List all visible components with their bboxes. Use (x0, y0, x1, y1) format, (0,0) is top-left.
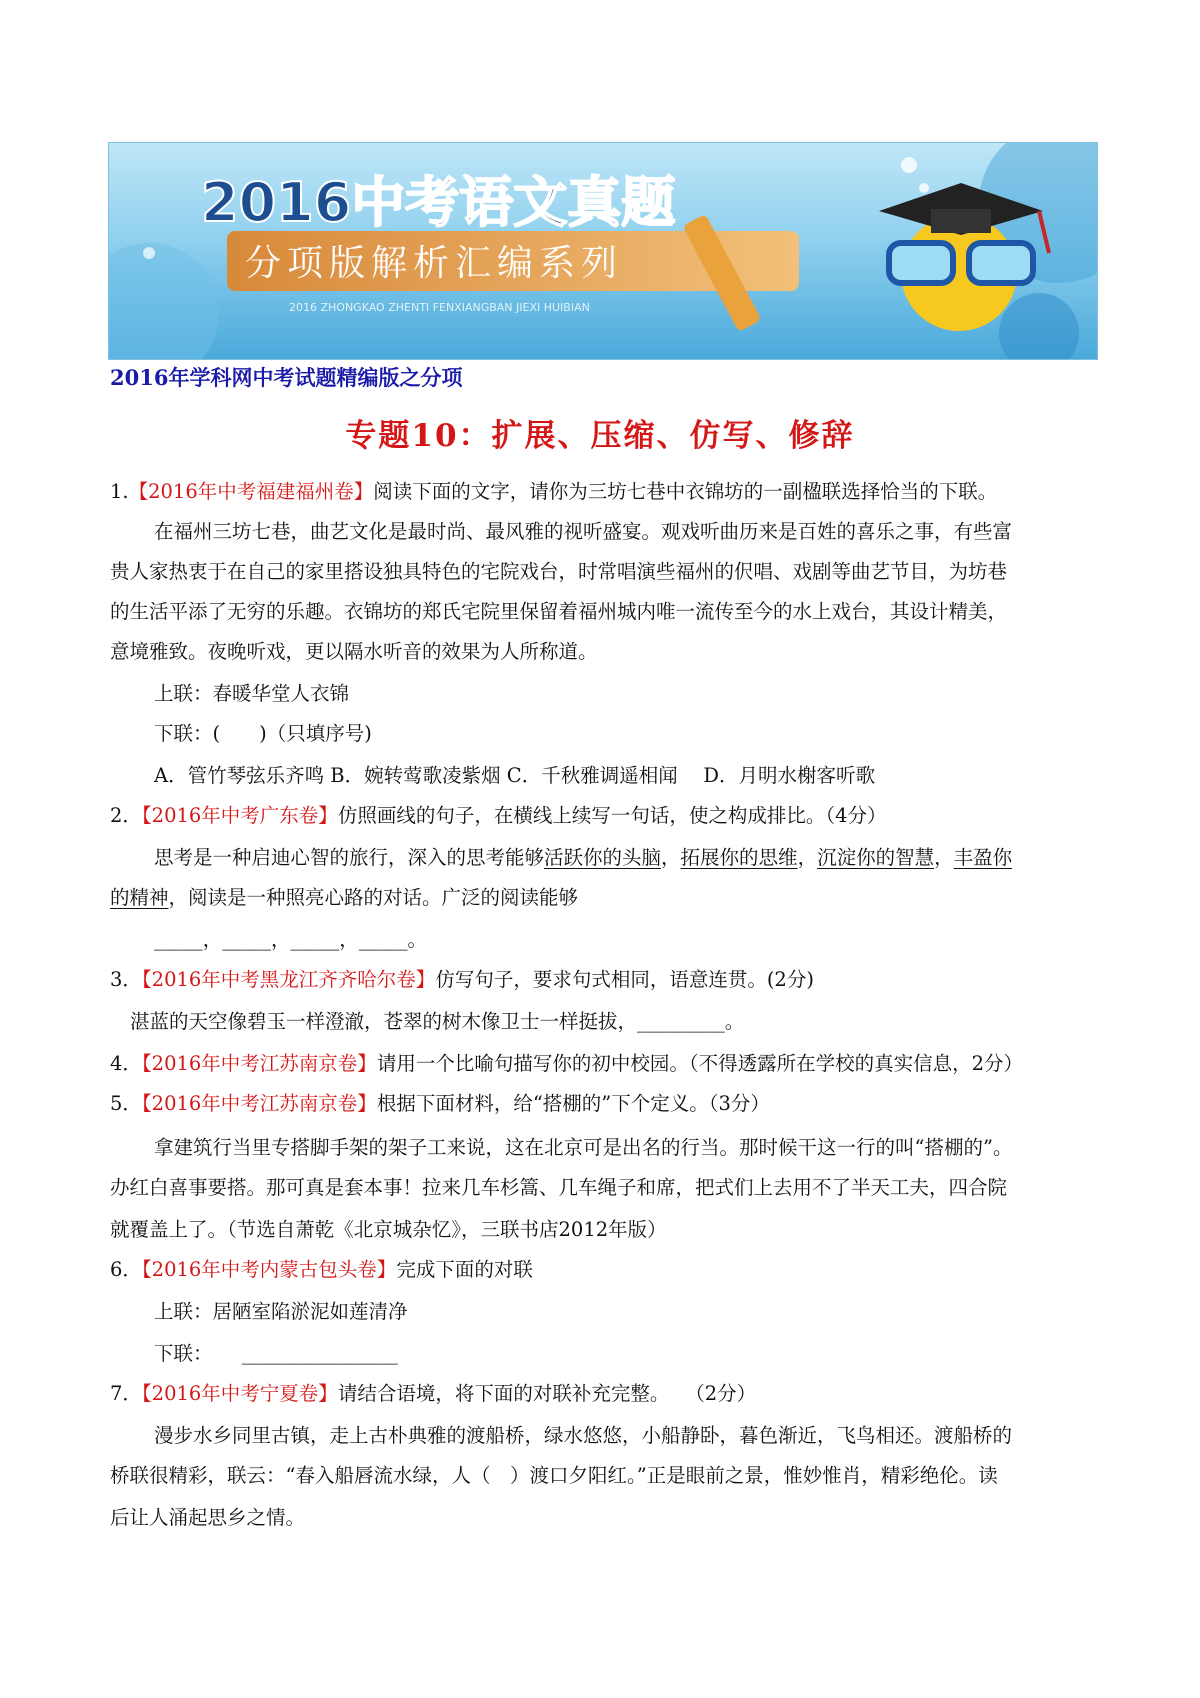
question-7-text-line: 后让人涌起思乡之情。 (110, 1506, 306, 1529)
question-prompt: 仿写句子，要求句式相同，语意连贯。(2分) (435, 968, 814, 991)
question-1-text-line: 的生活平添了无穷的乐趣。衣锦坊的郑氏宅院里保留着福州城内唯一流传至今的水上戏台，其设计精美， (110, 600, 1008, 623)
couplet-lower: 下联： ________________ (154, 1342, 398, 1365)
question-7-header (110, 1380, 756, 1408)
couplet-lower: 下联：( )（只填序号) (154, 722, 372, 745)
underlined-phrase: 拓展你的思维 (680, 846, 798, 869)
question-source: 【2016年中考福建福州卷】 (128, 480, 374, 503)
couplet-upper: 上联：居陋室陷淤泥如莲清净 (154, 1300, 408, 1323)
question-1-header (110, 478, 997, 506)
question-3-header (110, 966, 814, 994)
question-source: 【2016年中考江苏南京卷】 (141, 1092, 377, 1115)
question-number: 6． (110, 1258, 142, 1281)
question-number: 2． (110, 804, 142, 827)
question-2-header (110, 802, 886, 830)
question-number: 7． (110, 1382, 142, 1405)
question-2-text-line (110, 884, 578, 912)
question-2-text-line (154, 844, 1012, 872)
question-5-text-line: 拿建筑行当里专搭脚手架的架子工来说，这在北京可是出名的行当。那时候干这一行的叫“搭棚的”。 (154, 1136, 1013, 1159)
question-prompt: 根据下面材料，给“搭棚的”下个定义。（3分） (376, 1092, 770, 1115)
text-segment: ， (661, 846, 681, 869)
answer-options: A．管竹琴弦乐齐鸣 B．婉转莺歌凌紫烟 C．千秋雅调遥相闻 D．月明水榭客听歌 (154, 764, 876, 787)
question-source: 【2016年中考内蒙古包头卷】 (141, 1258, 397, 1281)
question-1-text-line: 在福州三坊七巷，曲艺文化是最时尚、最风雅的视听盛宴。观戏听曲历来是百姓的喜乐之事，有些富 (154, 520, 1013, 543)
underlined-phrase: 的精神 (110, 886, 169, 909)
question-5-header (110, 1090, 770, 1118)
question-prompt: 请结合语境，将下面的对联补充完整。 （2分） (337, 1382, 757, 1405)
question-source: 【2016年中考黑龙江齐齐哈尔卷】 (141, 968, 436, 991)
question-number: 3． (110, 968, 142, 991)
banner-title-main: 2016中考语文真题 (201, 171, 676, 234)
question-1-text-line: 意境雅致。夜晚听戏，更以隔水听音的效果为人所称道。 (110, 640, 598, 663)
question-number: 4． (110, 1052, 142, 1075)
question-number: 1. (110, 480, 129, 503)
text-segment: ， (797, 846, 818, 869)
question-7-text-line: 漫步水乡同里古镇，走上古朴典雅的渡船桥，绿水悠悠，小船静卧，暮色渐近，飞鸟相还。渡船桥的 (154, 1424, 1013, 1447)
text-segment: ， (934, 846, 954, 869)
underlined-phrase: 丰盈你 (953, 846, 1013, 869)
underlined-phrase: 沉淀你的智慧 (817, 846, 935, 869)
question-prompt: 仿照画线的句子，在横线上续写一句话，使之构成排比。（4分） (337, 804, 887, 827)
subheader: 2016年学科网中考试题精编版之分项 (110, 365, 463, 390)
question-source: 【2016年中考广东卷】 (141, 804, 338, 827)
question-3-text: 湛蓝的天空像碧玉一样澄澈，苍翠的树木像卫士一样挺拔，_________。 (130, 1010, 745, 1033)
page-title: 专题10：扩展、压缩、仿写、修辞 (345, 418, 855, 454)
answer-blanks: _____，_____，_____，_____。 (154, 928, 428, 951)
banner-artwork (109, 143, 1097, 359)
underlined-phrase: 活跃你的头脑 (544, 846, 662, 869)
question-5-text-line: 就覆盖上了。（节选自萧乾《北京城杂忆》，三联书店2012年版） (110, 1218, 667, 1241)
text-segment: ，阅读是一种照亮心路的对话。广泛的阅读能够 (168, 886, 579, 909)
question-6-header (110, 1256, 533, 1284)
banner-title-sub: 分项版解析汇编系列 (245, 243, 624, 284)
text-segment: 思考是一种启迪心智的旅行，深入的思考能够 (154, 846, 545, 869)
couplet-upper: 上联：春暖华堂人衣锦 (154, 682, 350, 705)
header-banner (108, 142, 1098, 360)
question-5-text-line: 办红白喜事要搭。那可真是套本事！拉来几车杉篙、几车绳子和席，把式们上去用不了半天工夫，四合院 (110, 1176, 1008, 1199)
banner-title-pinyin: 2016 ZHONGKAO ZHENTI FENXIANGBAN JIEXI HUIBIAN (289, 301, 590, 314)
question-1-text-line: 贵人家热衷于在自己的家里搭设独具特色的宅院戏台，时常唱演些福州的伬唱、戏剧等曲艺节目，为坊巷 (110, 560, 1008, 583)
question-4-header (110, 1050, 1023, 1078)
question-prompt: 请用一个比喻句描写你的初中校园。（不得透露所在学校的真实信息，2分） (376, 1052, 1023, 1075)
question-7-text-line: 桥联很精彩，联云：“春入船唇流水绿，人（ ）渡口夕阳红。”正是眼前之景，惟妙惟肖，精彩绝伦。读 (110, 1464, 998, 1487)
question-prompt: 阅读下面的文字，请你为三坊七巷中衣锦坊的一副楹联选择恰当的下联。 (373, 480, 998, 503)
question-prompt: 完成下面的对联 (396, 1258, 533, 1281)
question-number: 5． (110, 1092, 142, 1115)
question-source: 【2016年中考江苏南京卷】 (141, 1052, 377, 1075)
question-source: 【2016年中考宁夏卷】 (141, 1382, 338, 1405)
